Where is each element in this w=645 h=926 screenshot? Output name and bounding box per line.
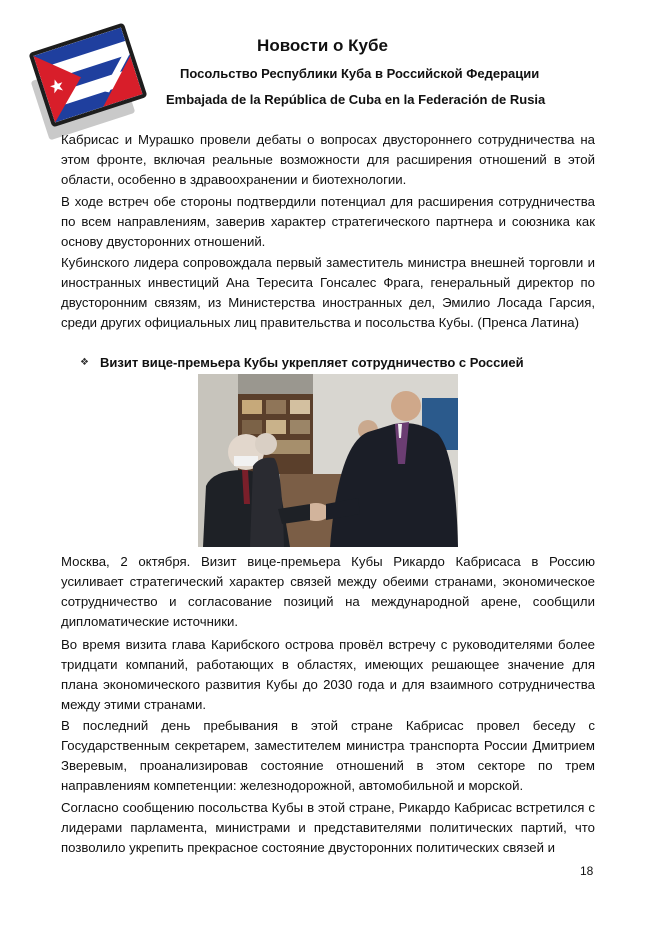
diamond-bullet-icon: ❖ <box>80 357 89 368</box>
paragraph: В последний день пребывания в этой стране Кабрисас провел беседу с Государственным секретарем, заместителем министра транспорта России Дмитрием Зверевым, проанализировав состояние отношений в этом секторе по трем направлениям компетенции: железнодорожной, автомобильной и морской. <box>61 718 595 793</box>
article-heading <box>80 355 524 370</box>
paragraph: Кубинского лидера сопровождала первый заместитель министра внешней торговли и иностранных инвестиций Ана Тереситa Гонсалес Фрага, генеральный директор по двусторонним связям, из Министерства иностранных дел, Эмилио Лосада Гарсия, среди других официальных лиц правительства и посольства Кубы. (Пренса Латина) <box>61 255 595 330</box>
paragraph: Кабрисас и Мурашко провели дебаты о вопросах двустороннего сотрудничества на этом фронте, включая реальные возможности для расширения отношений в этой области, особенно в здравоохранении и биотехнологии. <box>61 132 595 187</box>
paragraph: Москва, 2 октября. Визит вице-премьера Кубы Рикардо Кабрисаса в Россию усиливает стратегический характер связей между обеими странами, экономическое сотрудничество и согласование позиций на международной арене, сообщили дипломатические источники. <box>61 554 595 629</box>
paragraph: В ходе встреч обе стороны подтвердили потенциал для расширения сотрудничества по всем направлениям, заверив характер стратегического партнера и союзника как основу двусторонних отношений. <box>61 194 595 249</box>
article-heading-text: Визит вице-премьера Кубы укрепляет сотрудничество с Россией <box>100 355 524 370</box>
embassy-name-spanish: Embajada de la República de Cuba en la Federación de Rusia <box>166 92 546 107</box>
paragraph: Во время визита глава Карибского острова провёл встречу с руководителями более тридцати компаний, работающих в областях, имеющих решающее значение для плана экономического развития Кубы до 2030 года и для взаимного сотрудничества между этими странами. <box>61 637 595 712</box>
embassy-name-russian: Посольство Республики Куба в Российской Федерации <box>180 66 540 81</box>
handshake-photo <box>198 374 458 547</box>
paragraph: Согласно сообщению посольства Кубы в этой стране, Рикардо Кабрисас встретился с лидерами парламента, министрами и представителями политических партий, что позволило укрепить прекрасное состояние двусторонних политических связей и <box>61 800 595 855</box>
page-number: 18 <box>580 864 594 878</box>
page-title: Новости о Кубе <box>257 36 388 55</box>
